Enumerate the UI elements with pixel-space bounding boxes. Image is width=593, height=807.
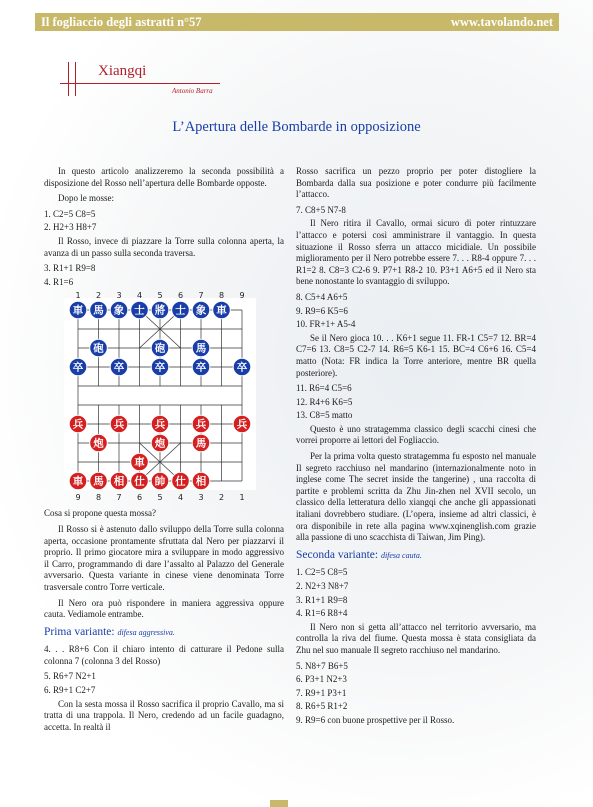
red-piece <box>192 416 210 434</box>
author-name: Antonio Barra <box>172 87 213 95</box>
piece-glyph: 兵 <box>154 418 166 431</box>
move-line: 1. C2=5 C8=5 <box>44 208 96 219</box>
variant-heading <box>296 550 536 562</box>
black-piece <box>213 302 231 320</box>
file-label-top: 6 <box>177 291 184 301</box>
red-piece <box>110 473 128 491</box>
black-piece <box>110 302 128 320</box>
piece-glyph: 帥 <box>154 475 166 488</box>
move-line: 5. R6+7 N2+1 <box>44 671 96 682</box>
file-label-top: 2 <box>95 291 102 301</box>
paragraph: Rosso sacrifica un pezzo proprio per poter distogliere la Bombarda dalla sua posizione e poter condurre più facilmente l’attacco. <box>296 166 536 200</box>
piece-glyph: 車 <box>134 456 145 469</box>
variant-heading <box>44 627 284 639</box>
piece-glyph: 馬 <box>93 304 104 317</box>
file-label-top: 1 <box>75 291 81 301</box>
file-label-top: 7 <box>198 291 204 301</box>
move-line: 6. P3+1 N2+3 <box>296 674 347 685</box>
file-label-bottom: 6 <box>136 493 143 503</box>
file-label-bottom: 8 <box>95 493 102 503</box>
black-piece <box>192 302 210 320</box>
file-label-bottom: 3 <box>198 493 204 503</box>
piece-glyph: 相 <box>195 475 207 488</box>
piece-glyph: 卒 <box>113 361 125 374</box>
piece-glyph: 砲 <box>154 342 166 355</box>
file-label-bottom: 7 <box>116 493 122 503</box>
file-label-bottom: 5 <box>157 493 163 503</box>
paragraph: Il Nero ritira il Cavallo, ormai sicuro di poter rintuzzare l’attacco e potersi così amministrare il vantaggio. In questa situazione il Rosso sferra un attacco micidiale. Un possibile miglioramento per il Nero potrebbe essere 7. . . R8-4 oppure 7. . . R1=2 8. C8=3 C2-6 9. P7+1 R8-2 10. P3+1 A6+5 ed il Nero sta bene nonostante lo svantaggio di sviluppo. <box>296 218 536 287</box>
piece-glyph: 象 <box>195 304 207 317</box>
red-piece <box>192 435 210 453</box>
footer-mark <box>270 800 288 807</box>
piece-glyph: 兵 <box>113 418 125 431</box>
move-line: 8. R6+5 R1+2 <box>296 701 348 712</box>
black-piece <box>110 359 128 377</box>
piece-glyph: 士 <box>134 304 145 317</box>
variant-heading-subtitle: difesa aggressiva. <box>117 627 175 637</box>
red-piece <box>110 416 128 434</box>
article-title: L’Apertura delle Bombarde in opposizione <box>172 119 421 135</box>
piece-glyph: 卒 <box>236 361 248 374</box>
black-piece <box>90 340 108 358</box>
magazine-title: Il fogliaccio degli astratti n°57 <box>41 15 202 29</box>
red-piece <box>90 473 108 491</box>
black-piece <box>192 359 210 377</box>
paragraph: Il Rosso, invece di piazzare la Torre sulla colonna aperta, la avanza di un passo sulla seconda traversa. <box>44 235 284 258</box>
paragraph: Se il Nero gioca 10. . . K6+1 segue 11. FR-1 C5=7 12. BR=4 C7=6 13. C8=5 C2-7 14. R6=5 K6-1 15. BC=4 C6+6 16. C5=4 matto (Nota: FR indica la Torre anteriore, mentre BR quella posteriore). <box>296 332 536 378</box>
file-label-bottom: 4 <box>177 493 184 503</box>
file-label-top: 5 <box>157 291 163 301</box>
paragraph: 4. . . R8+6 Con il chiaro intento di catturare il Pedone sulla colonna 7 (colonna 3 del Rosso) <box>44 644 284 666</box>
piece-glyph: 車 <box>216 304 227 317</box>
file-label-top: 9 <box>239 291 245 301</box>
move-line: 1. C2=5 C8=5 <box>296 567 348 578</box>
red-piece <box>151 435 169 453</box>
black-piece <box>131 302 149 320</box>
paragraph: Per la prima volta questo stratagemma fu esposto nel manuale Il segreto racchiuso nel mandarino (internazionalmente noto in inglese come The secret inside the tangerine) , una raccolta di partite e problemi scritta da Zhu Jin-zhen nel XVII secolo, un classico della letteratura dello xiangqi che anche gli appassionati italiani dovrebbero studiare. (L’opera, insieme ad altri classici, è ora disponibile in rete alla pagina www.xqinenglish.com grazie alla passione di uno scacchista di Taiwan, Jim Ping). <box>296 451 536 543</box>
black-piece <box>151 340 169 358</box>
piece-glyph: 炮 <box>93 437 104 450</box>
black-piece <box>69 302 87 320</box>
file-label-bottom: 2 <box>218 493 225 503</box>
piece-glyph: 仕 <box>175 475 186 488</box>
file-label-top: 8 <box>218 291 225 301</box>
red-piece <box>90 435 108 453</box>
piece-glyph: 馬 <box>195 342 207 355</box>
paragraph: Con la sesta mossa il Rosso sacrifica il proprio Cavallo, ma si tratta di una trappola. Il Nero, credendo ad un facile guadagno, accetta. In realtà il <box>44 698 284 732</box>
piece-glyph: 馬 <box>93 475 104 488</box>
black-piece <box>172 302 190 320</box>
piece-glyph: 炮 <box>154 437 166 450</box>
piece-glyph: 馬 <box>195 437 207 450</box>
piece-glyph: 卒 <box>154 361 166 374</box>
file-label-bottom: 9 <box>75 493 81 503</box>
move-line: 7. C8+5 N7-8 <box>296 204 346 215</box>
black-piece <box>151 359 169 377</box>
paragraph: Cosa si propone questa mossa? <box>44 508 156 519</box>
paragraph: Questo è uno stratagemma classico degli scacchi cinesi che vorrei proporre ai lettori del Fogliaccio. <box>296 423 536 446</box>
paragraph: In questo articolo analizzeremo la seconda possibilità a disposizione del Rosso nell’apertura delle Bombarde opposte. <box>44 166 284 188</box>
piece-glyph: 車 <box>72 475 84 488</box>
black-piece <box>69 359 87 377</box>
paragraph: Il Nero non si getta all’attacco nel territorio avversario, ma controlla la riva del fiume. Questa mossa è stata consigliata da Zhu nel suo manuale Il segreto racchiuso nel mandarino. <box>296 621 536 655</box>
piece-glyph: 仕 <box>134 475 145 488</box>
move-line: 6. R9+1 C2+7 <box>44 685 96 696</box>
red-piece <box>192 473 210 491</box>
piece-glyph: 兵 <box>236 418 248 431</box>
piece-glyph: 象 <box>113 304 125 317</box>
red-piece <box>69 473 87 491</box>
header-bar <box>35 13 559 31</box>
section-rule-horizontal <box>60 83 220 84</box>
piece-glyph: 士 <box>175 304 186 317</box>
section-name: Xiangqi <box>98 63 147 79</box>
black-piece <box>151 302 169 320</box>
piece-glyph: 砲 <box>93 342 104 355</box>
red-piece <box>69 416 87 434</box>
move-line: 2. H2+3 H8+7 <box>44 222 97 233</box>
black-piece <box>192 340 210 358</box>
file-label-top: 3 <box>116 291 122 301</box>
piece-glyph: 卒 <box>72 361 84 374</box>
red-piece <box>151 473 169 491</box>
move-line: 2. N2+3 N8+7 <box>296 581 349 591</box>
move-line: 8. C5+4 A6+5 <box>296 291 348 302</box>
move-line: 3. R1+1 R9=8 <box>296 594 348 605</box>
piece-glyph: 將 <box>154 304 166 317</box>
move-line: 5. N8+7 B6+5 <box>296 660 348 671</box>
move-line: 10. FR+1+ A5-4 <box>296 319 356 330</box>
move-line: 9. R9=6 K5=6 <box>296 305 348 316</box>
piece-glyph: 卒 <box>195 361 207 374</box>
move-line: 13. C8=5 matto <box>296 410 353 421</box>
piece-glyph: 兵 <box>72 418 84 431</box>
paragraph: Il Nero ora può rispondere in maniera aggressiva oppure cauta. Vediamole entrambe. <box>44 597 284 620</box>
red-piece <box>151 416 169 434</box>
move-line: 4. R1=6 <box>44 276 74 287</box>
piece-glyph: 車 <box>72 304 84 317</box>
piece-glyph: 相 <box>113 475 125 488</box>
variant-heading-text: Seconda variante: <box>296 548 379 561</box>
red-piece <box>233 416 251 434</box>
red-piece <box>131 473 149 491</box>
paragraph: Il Rosso si è astenuto dallo sviluppo della Torre sulla colonna aperta, occasione prontamente sfruttata dal Nero per piazzarvi il proprio. Il primo giocatore mira a sviluppare in modo aggressivo il Carro, programmando di dare l’assalto al Palazzo del Generale avversario. Questa variante in cinese viene denominata Torre trasversale contro Torre verticale. <box>44 523 284 592</box>
variant-heading-text: Prima variante: <box>44 625 115 638</box>
move-line: 12. R4+6 K6=5 <box>296 396 353 407</box>
black-piece <box>233 359 251 377</box>
website-link[interactable]: www.tavolando.net <box>450 15 553 29</box>
section-rule-vertical <box>68 62 76 96</box>
variant-heading-subtitle: difesa cauta. <box>380 550 422 560</box>
red-piece <box>131 454 149 472</box>
xiangqi-board <box>64 290 256 502</box>
move-line: 11. R6=4 C5=6 <box>296 383 352 394</box>
black-piece <box>90 302 108 320</box>
file-label-top: 4 <box>136 291 143 301</box>
move-line: 9. R9=6 con buone prospettive per il Rosso. <box>296 714 455 725</box>
board-diagram <box>64 290 256 502</box>
right-column <box>296 166 536 729</box>
piece-glyph: 兵 <box>195 418 207 431</box>
file-label-bottom: 1 <box>239 493 245 503</box>
move-line: 3. R1+1 R9=8 <box>44 263 96 274</box>
move-line: 4. R1=6 R8+4 <box>296 608 348 619</box>
red-piece <box>172 473 190 491</box>
paragraph: Dopo le mosse: <box>58 193 114 204</box>
left-column <box>44 166 284 737</box>
move-line: 7. R9+1 P3+1 <box>296 687 347 698</box>
